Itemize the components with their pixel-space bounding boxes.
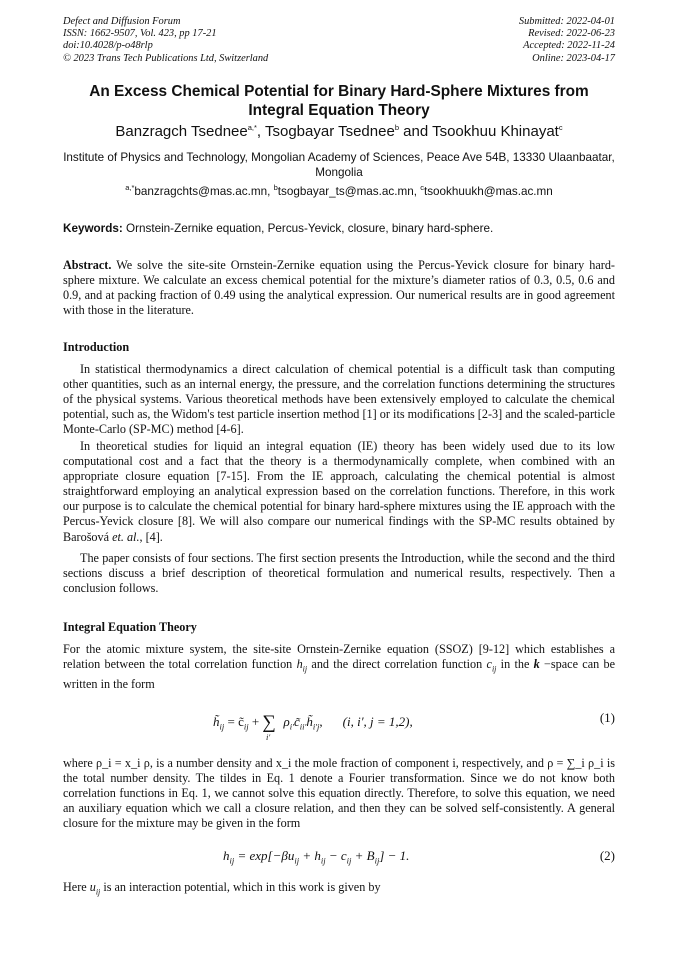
author-2-sup: b (394, 123, 399, 132)
eq1-sum-sub: i′ (265, 731, 271, 742)
author-2: , Tsogbayar Tsednee (256, 123, 395, 140)
email-2-sup: b (273, 183, 278, 193)
keywords-label: Keywords: (63, 222, 123, 235)
intro-paragraph-1: In statistical thermodynamics a direct calculation of chemical potential is a difficult task than computing other quantities, such as an internal energy, the pressure, and the correlation functions determining the structures of the physical systems. Various theoretical methods have been extensively employed to calculate the chemical potential, such as, the Widom's test particle insertion method [1] or its modifications [2-3] and the scaled-particle Monte-Carlo (SP-MC) method [4-6]. (63, 362, 615, 437)
email-2[interactable]: tsogbayar_ts@mas.ac.mn, (277, 185, 421, 198)
accepted-date: Accepted: 2022-11-24 (523, 40, 615, 52)
equation-2-expression (223, 848, 409, 866)
abstract-label: Abstract. (63, 258, 112, 272)
c-symbol: c (486, 657, 492, 672)
eq2-part1: = exp[−βu (234, 848, 295, 863)
email-1-sup: a,* (125, 183, 135, 193)
theory-p1-text-c: in the (496, 657, 534, 672)
eq2-h: h (223, 848, 230, 863)
copyright: © 2023 Trans Tech Publications Ltd, Switzerland (63, 52, 269, 64)
email-list (63, 184, 615, 199)
eq1-c2: c̃ (293, 714, 300, 729)
intro-p2-text: In theoretical studies for liquid an integral equation (IE) theory has been widely used due to its low computational cost and a fact that the theory is a thermodynamically complete, when combined with an appropriate closure equation [7-15]. From the IE approach, calculating the chemical potential is almost straightforward employing an analytical expression based on the correlation functions. Therefore, in this work our purpose is to calculate the chemical potential for binary hard-sphere mixtures using the IE approach with the Percus-Yevick closure [8]. We will also compare our numerical findings with the SP-MC results obtained by Barošová (63, 439, 615, 544)
theory-p1-text-a: For the atomic mixture system, the site-site Ornstein-Zernike equation (SSOZ) [9-12] which establishes a relation between the total correlation function (63, 642, 615, 672)
theory-p3-text-a: Here (63, 880, 90, 894)
eq1-mid: = c̃ (224, 714, 244, 729)
eq1-comma: , (319, 714, 323, 729)
eq1-lhs-sub: ij (219, 721, 225, 732)
eq1-h2-sub: i′j (312, 721, 320, 732)
keywords (63, 221, 615, 236)
k-symbol: k (533, 657, 540, 672)
eq1-c2-sub: ii′ (299, 721, 307, 732)
author-1-sup: a,* (247, 123, 257, 132)
email-3-sup: c (420, 183, 424, 193)
paper-title: An Excess Chemical Potential for Binary Hard-Sphere Mixtures from Integral Equation Theory (89, 83, 589, 119)
eq1-rho: ρ (280, 714, 290, 729)
email-3[interactable]: tsookhuukh@mas.ac.mn (423, 185, 553, 198)
equation-2 (63, 848, 615, 868)
revised-date: Revised: 2022-06-23 (528, 28, 615, 40)
eq2-b-sub: ij (374, 855, 380, 866)
eq2-c-sub: ij (346, 855, 352, 866)
equation-1-number: (1) (599, 710, 615, 725)
doi[interactable]: doi:10.4028/p-o48rlp (63, 40, 153, 52)
author-1: Banzragch Tsednee (115, 123, 248, 140)
eq2-part4: + B (351, 848, 375, 863)
theory-paragraph-3 (63, 880, 615, 900)
theory-heading: Integral Equation Theory (63, 620, 197, 634)
eq1-lhs: h̃ (213, 714, 220, 729)
equation-1 (63, 708, 615, 742)
intro-p2-ref: , [4]. (139, 529, 163, 544)
header-right (519, 16, 615, 65)
eq1-rho-sub: i′ (289, 721, 294, 732)
theory-p3-text-b: is an interaction potential, which in this work is given by (100, 880, 381, 894)
equation-1-expression (213, 710, 413, 742)
eq1-sum: ∑ (262, 712, 276, 733)
theory-p1-text-b: and the direct correlation function (307, 657, 487, 672)
h-subscript: ij (302, 664, 308, 674)
author-3-sup: c (558, 123, 563, 132)
intro-p2-etal: et. al. (112, 529, 140, 544)
keywords-text: Ornstein-Zernike equation, Percus-Yevick, closure, binary hard-sphere. (122, 222, 494, 235)
submitted-date: Submitted: 2022-04-01 (518, 16, 615, 27)
eq2-part5: ] − 1. (379, 848, 410, 863)
u-symbol: u (89, 880, 96, 894)
author-list (63, 123, 615, 141)
eq2-part3: − c (325, 848, 347, 863)
issn: ISSN: 1662-9507, Vol. 423, pp 17-21 (63, 28, 217, 40)
eq1-condition: (i, i′, j = 1,2), (342, 714, 413, 729)
journal-name: Defect and Diffusion Forum (63, 16, 181, 27)
theory-paragraph-1 (63, 642, 615, 692)
online-date: Online: 2023-04-17 (532, 52, 615, 64)
u-subscript: ij (95, 887, 101, 897)
eq1-plus: + (248, 714, 263, 729)
eq2-h2-sub: ij (320, 855, 326, 866)
intro-paragraph-3: The paper consists of four sections. The first section presents the Introduction, while the second and the third sections discuss a brief description of theoretical formulation and numerical results, respectively. Then a conclusion follows. (63, 551, 615, 596)
author-3: and Tsookhuu Khinayat (398, 123, 559, 140)
abstract-text: We solve the site-site Ornstein-Zernike equation using the Percus-Yevick closure for binary hard-sphere mixture. We calculate an excess chemical potential for the mixture’s diameter ratios of 0.3, 0.5, 0.6 and 0.9, and at packing fraction of 0.49 using the analytical expression. Our numerical results are in good agreement with those in the literature. (63, 258, 615, 318)
eq2-part2: + h (299, 848, 321, 863)
equation-2-number: (2) (599, 848, 615, 863)
eq1-h2: h̃ (306, 714, 313, 729)
eq2-h-sub: ij (229, 855, 235, 866)
email-1[interactable]: banzragchts@mas.ac.mn, (134, 185, 274, 198)
header-left (63, 16, 268, 65)
eq2-u-sub: ij (294, 855, 300, 866)
intro-paragraph-2 (63, 439, 615, 545)
eq1-mid-sub: ij (243, 721, 249, 732)
c-subscript: ij (491, 664, 497, 674)
affiliation: Institute of Physics and Technology, Mongolian Academy of Sciences, Peace Ave 54B, 13330 Ulaanbaatar, Mongolia (63, 151, 615, 179)
intro-heading: Introduction (63, 340, 130, 354)
theory-p1-text-d: −space can be written in the form (63, 657, 615, 691)
h-symbol: h (296, 657, 303, 672)
theory-paragraph-2: where ρ_i = x_i ρ, is a number density and x_i the mole fraction of component i, respectively, and ρ = ∑_i ρ_i is the total number density. The tildes in Eq. 1 denote a Fourier transformation. Since we do not know both correlation functions in Eq. 1, we cannot solve this equation directly. Therefore, to solve this equation, we need an auxiliary equation which we call a closure relation, and then they can be solved self-consistently. A general closure for the mixture may be given in the form (63, 756, 615, 831)
abstract (63, 258, 615, 318)
